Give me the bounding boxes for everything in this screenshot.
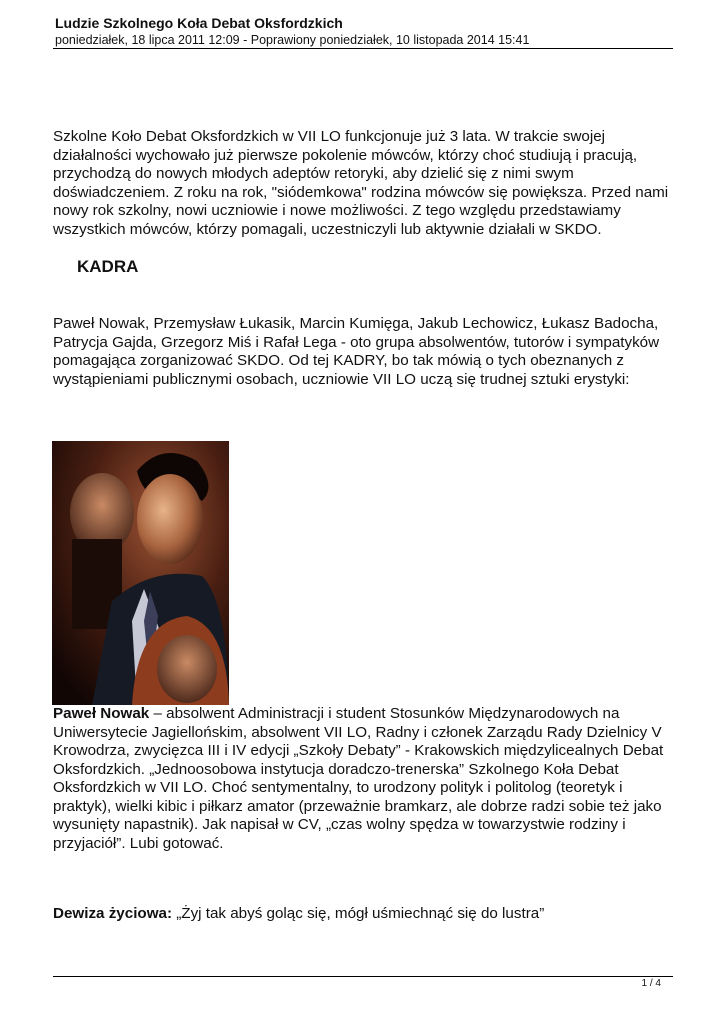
portrait-photo-image	[52, 441, 229, 705]
portrait-photo	[52, 441, 229, 705]
header-divider	[53, 48, 673, 49]
section-heading: KADRA	[77, 257, 139, 276]
document-header	[55, 14, 673, 48]
motto-label: Dewiza życiowa:	[53, 905, 173, 922]
motto-paragraph	[53, 905, 673, 924]
bio-text: – absolwent Administracji i student Stosunków Międzynarodowych na Uniwersytecie Jagiellońskim, absolwent VII LO, Radny i członek Zarządu Rady Dzielnicy V Krowodrza, zwycięzca III i IV edycji „Szkoły Debaty” - Krakowskich międzylicealnych Debat Oksfordzkich. „Jednoosobowa instytucja doradczo-trenerska” Szkolnego Koła Debat Oksfordzkich w VII LO. Choć sentymentalny, to urodzony polityk i politolog (teoretyk i praktyk), wielki kibic i piłkarz amator (przeważnie bramkarz, ale dobrze radzi sobie też jako wysunięty napastnik). Jak napisał w CV, „czas wolny spędza w towarzystwie rodziny i przyjaciół”. Lubi gotować.	[53, 705, 664, 852]
page-number: 1 / 4	[641, 978, 661, 989]
team-paragraph: Paweł Nowak, Przemysław Łukasik, Marcin Kumięga, Jakub Lechowicz, Łukasz Badocha, Patrycja Gajda, Grzegorz Miś i Rafał Lega - oto grupa absolwentów, tutorów i sympatyków pomagająca zorganizować SKDO. Od tej KADRY, bo tak mówią o tych obeznanych z wystąpieniami publicznymi osobach, uczniowie VII LO uczą się trudnej sztuki erystyki:	[53, 315, 660, 388]
bio-paragraph	[53, 705, 673, 853]
bio-name: Paweł Nowak	[53, 705, 150, 722]
document-meta: poniedziałek, 18 lipca 2011 12:09 - Poprawiony poniedziałek, 10 listopada 2014 15:41	[55, 33, 530, 47]
intro-paragraph: Szkolne Koło Debat Oksfordzkich w VII LO funkcjonuje już 3 lata. W trakcie swojej działalności wychowało już pierwsze pokolenie mówców, którzy choć studiują i pracują, przychodzą do nowych młodych adeptów retoryki, aby dzielić się z nimi swym doświadczeniem. Z roku na rok, "siódemkowa" rodzina mówców się powiększa. Przed nami nowy rok szkolny, nowi uczniowie i nowe możliwości. Z tego względu przedstawiamy wszystkich mówców, którzy pomagali, uczestniczyli lub aktywnie działali w SKDO.	[53, 128, 669, 238]
motto-text: „Żyj tak abyś goląc się, mógł uśmiechnąć się do lustra”	[172, 905, 545, 922]
footer-divider	[53, 976, 673, 977]
document-title: Ludzie Szkolnego Koła Debat Oksfordzkich	[55, 15, 343, 31]
